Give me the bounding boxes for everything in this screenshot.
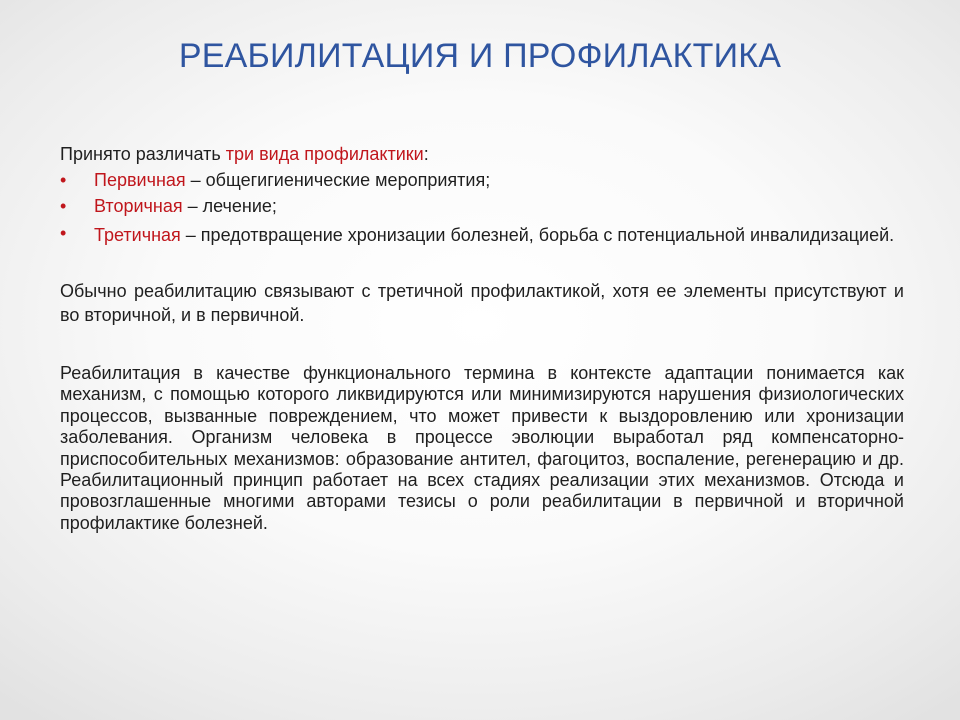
- paragraph-rehab-definition: Реабилитация в качестве функционального термина в контексте адаптации понимается как механизм, с помощью которого ликвидируются или минимизируются нарушения физиологических процессов, вызванные повреждением, что может привести к выздоровлению или хронизации заболевания. Организм человека в процессе эволюции выработал ряд компенсаторно-приспособительных механизмов: образование антител, фагоцитоз, воспаление, регенерацию и др. Реабилитационный принцип работает на всех стадиях реализации этих механизмов. Отсюда и провозглашенные многими авторами тезисы о роли реабилитации в первичной и вторичной профилактике болезней.: [60, 363, 904, 533]
- bullet-term: Первичная: [94, 170, 186, 190]
- list-item-primary: [60, 167, 904, 193]
- intro-highlight: три вида профилактики: [225, 144, 424, 164]
- bullet-text: – предотвращение хронизации болезней, борьба с потенциальной инвалидизацией.: [180, 225, 895, 245]
- bullet-term: Вторичная: [94, 196, 183, 216]
- bullet-text: – общегигиенические мероприятия;: [185, 170, 491, 190]
- slide-title: РЕАБИЛИТАЦИЯ И ПРОФИЛАКТИКА: [178, 37, 782, 75]
- bullet-marker: •: [60, 196, 67, 216]
- bullet-body: [94, 223, 904, 247]
- list-item-tertiary: [60, 223, 904, 247]
- bullet-term: Третичная: [94, 225, 181, 245]
- prevention-types-list: [60, 167, 904, 247]
- list-item-secondary: [60, 193, 904, 219]
- bullet-text: – лечение;: [182, 196, 277, 216]
- slide-content: [60, 141, 904, 534]
- bullet-marker: •: [60, 223, 67, 243]
- intro-colon: :: [423, 144, 429, 164]
- intro-line: [60, 141, 904, 167]
- intro-text: Принято различать: [60, 144, 226, 164]
- paragraph-rehab-relation: Обычно реабилитацию связывают с третичной профилактикой, хотя ее элементы присутствуют и во вторичной, и в первичной.: [60, 281, 904, 325]
- bullet-marker: •: [60, 170, 67, 190]
